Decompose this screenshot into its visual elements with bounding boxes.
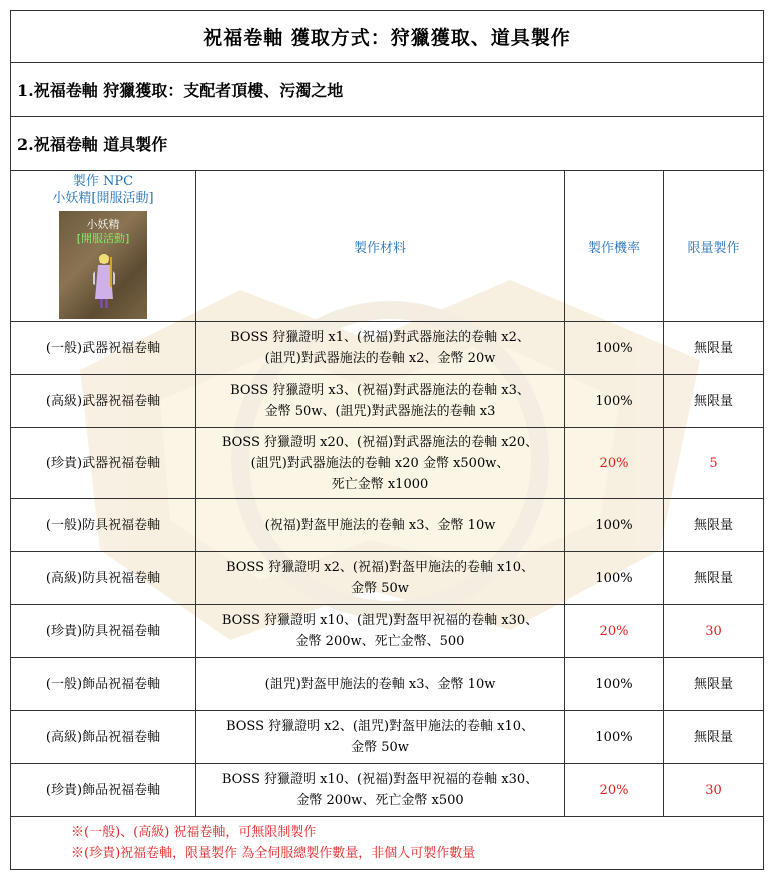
limit-cell: 無限量	[664, 375, 764, 428]
item-name-cell: (高級)防具祝福卷軸	[11, 552, 196, 605]
material-line: (祝福)對盔甲施法的卷軸 x3、金幣 10w	[264, 517, 496, 533]
material-line: (詛咒)對武器施法的卷軸 x2、金幣 20w	[264, 351, 496, 366]
item-name-cell: (珍貴)防具祝福卷軸	[11, 605, 196, 658]
table-row	[11, 552, 764, 605]
material-line: 金幣 50w	[351, 740, 409, 755]
item-name-cell: (一般)飾品祝福卷軸	[11, 658, 196, 711]
limit-column-header: 限量製作	[664, 171, 764, 322]
rate-cell: 100%	[565, 322, 664, 375]
item-name-cell: (一般)武器祝福卷軸	[11, 322, 196, 375]
material-line: (詛咒)對盔甲施法的卷軸 x3、金幣 10w	[264, 676, 496, 692]
npc-portrait	[59, 211, 147, 319]
limit-cell: 無限量	[664, 658, 764, 711]
material-line: 金幣 50w、(詛咒)對武器施法的卷軸 x3	[264, 404, 496, 419]
rate-cell: 20%	[565, 764, 664, 817]
materials-cell	[196, 428, 565, 499]
material-line: (詛咒)對武器施法的卷軸 x20 金幣 x500w、	[250, 455, 510, 471]
material-line: BOSS 狩獵證明 x3、(祝福)對武器施法的卷軸 x3、	[230, 383, 530, 398]
materials-cell	[196, 658, 565, 711]
material-line: BOSS 狩獵證明 x1、(祝福)對武器施法的卷軸 x2、	[230, 330, 530, 345]
material-line: BOSS 狩獵證明 x10、(詛咒)對盔甲祝福的卷軸 x30、	[221, 613, 539, 628]
npc-header-label: 製作 NPC	[72, 174, 134, 189]
notes-cell	[11, 817, 764, 870]
item-name-cell: (珍貴)飾品祝福卷軸	[11, 764, 196, 817]
material-line: BOSS 狩獵證明 x2、(詛咒)對盔甲施法的卷軸 x10、	[225, 719, 535, 734]
rate-column-header: 製作機率	[565, 171, 664, 322]
rate-cell: 100%	[565, 499, 664, 552]
blessing-scroll-table	[10, 10, 764, 870]
materials-cell	[196, 322, 565, 375]
limit-cell: 無限量	[664, 322, 764, 375]
material-line: 金幣 200w、死亡金幣 x500	[296, 793, 464, 808]
material-line: 死亡金幣 x1000	[331, 476, 429, 492]
rate-cell: 100%	[565, 658, 664, 711]
limit-cell: 無限量	[664, 552, 764, 605]
notes-row	[11, 817, 764, 870]
table-row	[11, 658, 764, 711]
rate-cell: 20%	[565, 605, 664, 658]
table-row	[11, 322, 764, 375]
fairy-npc-icon	[93, 251, 115, 309]
npc-portrait-tag: [開服活動]	[76, 232, 130, 245]
limit-cell: 5	[664, 428, 764, 499]
rate-cell: 100%	[565, 711, 664, 764]
item-name-cell: (珍貴)武器祝福卷軸	[11, 428, 196, 499]
table-header-row	[11, 171, 764, 322]
npc-portrait-name: 小妖精	[86, 218, 120, 231]
npc-header-cell	[11, 171, 196, 322]
note-line: ※(一般)、(高級) 祝福卷軸，可無限制製作	[71, 825, 317, 840]
materials-cell	[196, 499, 565, 552]
table-row	[11, 428, 764, 499]
note-line: ※(珍貴)祝福卷軸，限量製作 為全伺服總製作數量，非個人可製作數量	[71, 846, 476, 861]
limit-cell: 無限量	[664, 711, 764, 764]
table-row	[11, 375, 764, 428]
item-name-cell: (高級)武器祝福卷軸	[11, 375, 196, 428]
table-row	[11, 711, 764, 764]
rate-cell: 20%	[565, 428, 664, 499]
section-hunting: 1.祝福卷軸 狩獵獲取：支配者頂樓、污濁之地	[11, 63, 764, 117]
limit-cell: 30	[664, 605, 764, 658]
materials-cell	[196, 552, 565, 605]
rate-cell: 100%	[565, 552, 664, 605]
material-line: BOSS 狩獵證明 x2、(祝福)對盔甲施法的卷軸 x10、	[225, 560, 535, 575]
material-line: 金幣 50w	[351, 581, 409, 596]
npc-name-label: 小妖精[開服活動]	[52, 191, 154, 206]
rate-cell: 100%	[565, 375, 664, 428]
material-line: BOSS 狩獵證明 x20、(祝福)對武器施法的卷軸 x20、	[221, 434, 539, 450]
materials-cell	[196, 605, 565, 658]
material-line: 金幣 200w、死亡金幣、500	[295, 634, 465, 649]
materials-cell	[196, 711, 565, 764]
materials-cell	[196, 375, 565, 428]
item-name-cell: (一般)防具祝福卷軸	[11, 499, 196, 552]
limit-cell: 30	[664, 764, 764, 817]
limit-cell: 無限量	[664, 499, 764, 552]
page-title: 祝福卷軸 獲取方式：狩獵獲取、道具製作	[11, 11, 764, 63]
materials-column-header: 製作材料	[196, 171, 565, 322]
materials-cell	[196, 764, 565, 817]
table-row	[11, 605, 764, 658]
table-row	[11, 499, 764, 552]
table-row	[11, 764, 764, 817]
item-name-cell: (高級)飾品祝福卷軸	[11, 711, 196, 764]
material-line: BOSS 狩獵證明 x10、(祝福)對盔甲祝福的卷軸 x30、	[221, 772, 539, 787]
section-crafting: 2.祝福卷軸 道具製作	[11, 117, 764, 171]
